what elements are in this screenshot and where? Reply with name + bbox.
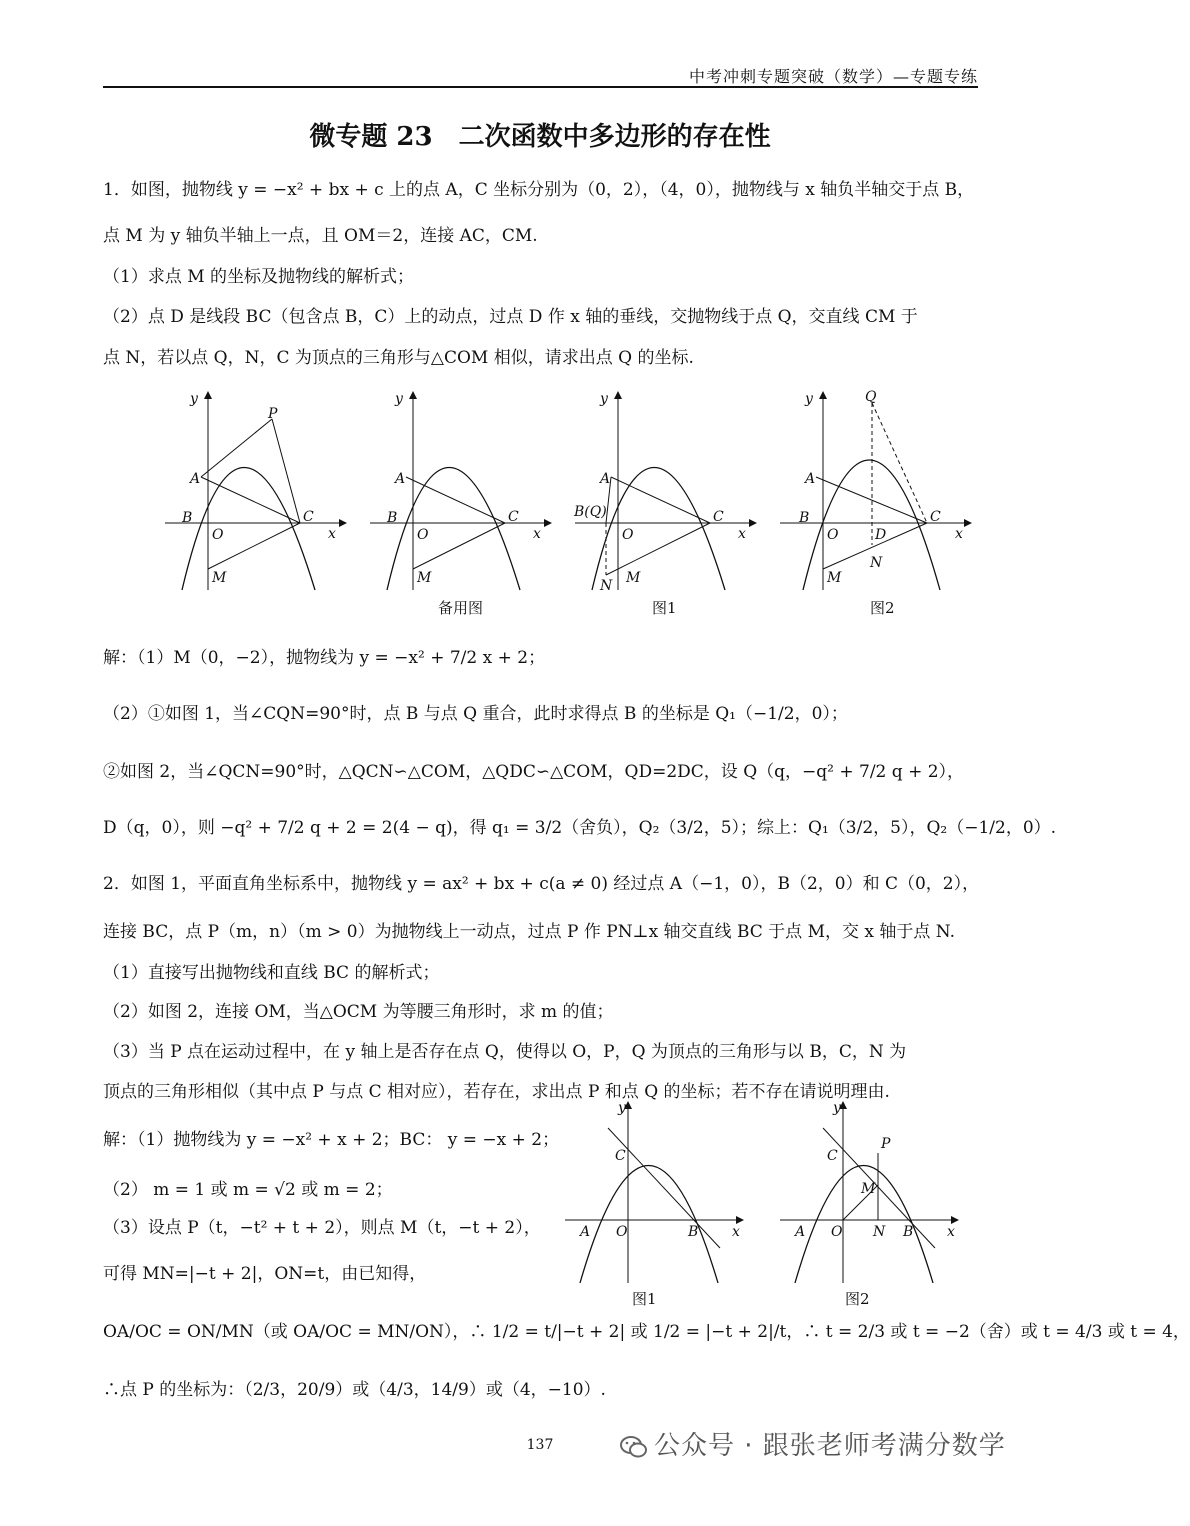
p1-caption-spare: 备用图: [438, 599, 484, 617]
svg-text:N: N: [600, 578, 613, 594]
p1-solution-1: 解：（1）M（0，−2），抛物线为 y = −x² + 7/2 x + 2；: [103, 648, 546, 668]
svg-text:x: x: [732, 1224, 740, 1240]
p1-solution-4: D（q，0），则 −q² + 7/2 q + 2 = 2(4 − q)，得 q₁ = 3/2（舍负），Q₂（3/2，5）；综上：Q₁（3/2，5），Q₂（−1/2，0）.: [103, 818, 1057, 838]
svg-text:O: O: [616, 1224, 628, 1240]
svg-text:A: A: [395, 471, 406, 487]
p2-solution-6: ∴点 P 的坐标为：（2/3，20/9）或（4/3，14/9）或（4，−10）.: [103, 1380, 606, 1400]
page-title: 微专题 23 二次函数中多边形的存在性: [309, 122, 771, 152]
p2-figure-2: [780, 1100, 957, 1283]
svg-text:B: B: [688, 1224, 699, 1240]
svg-text:C: C: [713, 509, 724, 525]
svg-text:C: C: [827, 1148, 838, 1164]
svg-text:M: M: [212, 570, 227, 586]
svg-text:C: C: [615, 1148, 626, 1164]
p2-statement-l2: 连接 BC，点 P（m，n）（m > 0）为抛物线上一动点，过点 P 作 PN⊥x 轴交直线 BC 于点 M，交 x 轴于点 N.: [103, 922, 955, 942]
svg-text:B: B: [799, 510, 810, 526]
p1-figure-2: [780, 389, 970, 590]
p1-question-1: （1）求点 M 的坐标及抛物线的解析式；: [103, 267, 415, 287]
p2-question-3-l2: 顶点的三角形相似（其中点 P 与点 C 相对应），若存在，求出点 P 和点 Q 的坐标；若不存在请说明理由.: [103, 1082, 890, 1102]
p1-solution-3: ②如图 2，当∠QCN=90°时，△QCN∽△COM，△QDC∽△COM，QD=2DC，设 Q（q，−q² + 7/2 q + 2），: [103, 762, 965, 782]
p1-statement-l2: 点 M 为 y 轴负半轴上一点，且 OM＝2，连接 AC，CM.: [103, 226, 538, 246]
svg-text:B: B: [903, 1224, 914, 1240]
p2-question-1: （1）直接写出抛物线和直线 BC 的解析式；: [103, 963, 440, 983]
svg-text:y: y: [805, 391, 813, 407]
svg-text:A: A: [600, 471, 611, 487]
svg-text:A: A: [580, 1224, 591, 1240]
svg-text:y: y: [833, 1100, 841, 1116]
p1-figure-1: [573, 391, 755, 594]
p2-statement-l1: 2．如图 1，平面直角坐标系中，抛物线 y = ax² + bx + c(a ≠ 0) 经过点 A（−1，0），B（2，0）和 C（0，2），: [103, 874, 980, 894]
p2-figure-1: [565, 1100, 742, 1283]
header-rule: [103, 86, 978, 88]
svg-text:A: A: [805, 471, 816, 487]
svg-text:D: D: [875, 527, 887, 543]
p2-solution-2: （2） m = 1 或 m = √2 或 m = 2；: [103, 1180, 393, 1200]
svg-text:x: x: [328, 526, 336, 542]
p1-statement-l1: 1．如图，抛物线 y = −x² + bx + c 上的点 A，C 坐标分别为（0，2），（4，0），抛物线与 x 轴负半轴交于点 B，: [103, 180, 975, 200]
svg-text:B: B: [387, 510, 398, 526]
svg-text:O: O: [417, 527, 429, 543]
header-series: 中考冲刺专题突破（数学）—专题专练: [688, 67, 978, 86]
p2-solution-4: 可得 MN=|−t + 2|，ON=t，由已知得，: [103, 1264, 427, 1284]
svg-text:C: C: [930, 509, 941, 525]
p2-solution-5: OA/OC = ON/MN（或 OA/OC = MN/ON），∴ 1/2 = t/|−t + 2| 或 1/2 = |−t + 2|/t，∴ t = 2/3 或 t = −2（舍）或 t = 4/3 或 t = 4，: [103, 1322, 1190, 1342]
watermark-text: 公众号 · 跟张老师考满分数学: [654, 1431, 1006, 1461]
p1-figures: [160, 385, 980, 620]
svg-text:B(Q): B(Q): [574, 504, 607, 520]
svg-text:O: O: [622, 527, 634, 543]
watermark: [620, 1425, 1006, 1462]
svg-text:B: B: [182, 510, 193, 526]
svg-text:M: M: [626, 570, 641, 586]
svg-text:C: C: [303, 509, 314, 525]
p2-question-3-l1: （3）当 P 点在运动过程中，在 y 轴上是否存在点 Q，使得以 O，P，Q 为顶点的三角形与以 B，C，N 为: [103, 1042, 907, 1062]
p2-caption-fig2: 图2: [845, 1290, 870, 1308]
p1-figure-spare: [370, 391, 550, 590]
svg-text:O: O: [827, 527, 839, 543]
svg-text:O: O: [831, 1224, 843, 1240]
svg-text:x: x: [947, 1224, 955, 1240]
svg-text:A: A: [795, 1224, 806, 1240]
svg-text:y: y: [395, 391, 403, 407]
p1-figure-original: [165, 391, 345, 590]
page-number: 137: [526, 1437, 554, 1453]
svg-text:P: P: [268, 406, 278, 422]
svg-text:x: x: [955, 526, 963, 542]
wechat-icon: [620, 1435, 648, 1459]
p1-solution-2: （2）①如图 1，当∠CQN=90°时，点 B 与点 Q 重合，此时求得点 B 的坐标是 Q₁（−1/2，0）；: [103, 704, 848, 724]
svg-text:x: x: [738, 526, 746, 542]
svg-text:C: C: [508, 509, 519, 525]
svg-text:Q: Q: [865, 389, 877, 405]
svg-text:M: M: [827, 570, 842, 586]
p2-figures: [560, 1098, 970, 1298]
p2-solution-3: （3）设点 P（t，−t² + t + 2），则点 M（t，−t + 2），: [103, 1218, 541, 1238]
p2-question-2: （2）如图 2，连接 OM，当△OCM 为等腰三角形时，求 m 的值；: [103, 1002, 614, 1022]
p1-caption-fig2: 图2: [870, 599, 895, 617]
svg-text:x: x: [533, 526, 541, 542]
svg-text:M: M: [417, 570, 432, 586]
p1-question-2-l2: 点 N，若以点 Q，N，C 为顶点的三角形与△COM 相似，请求出点 Q 的坐标.: [103, 348, 694, 368]
svg-text:A: A: [190, 471, 201, 487]
svg-text:M: M: [861, 1181, 876, 1197]
p1-caption-fig1: 图1: [652, 599, 677, 617]
p2-caption-fig1: 图1: [632, 1290, 657, 1308]
svg-text:y: y: [600, 391, 608, 407]
p1-question-2-l1: （2）点 D 是线段 BC（包含点 B，C）上的动点，过点 D 作 x 轴的垂线，交抛物线于点 Q，交直线 CM 于: [103, 307, 918, 327]
svg-text:y: y: [190, 391, 198, 407]
svg-text:y: y: [618, 1100, 626, 1116]
svg-text:N: N: [870, 555, 883, 571]
svg-text:O: O: [212, 527, 224, 543]
svg-text:P: P: [881, 1136, 891, 1152]
svg-text:N: N: [873, 1224, 886, 1240]
p2-solution-1: 解：（1）抛物线为 y = −x² + x + 2；BC： y = −x + 2；: [103, 1130, 560, 1150]
